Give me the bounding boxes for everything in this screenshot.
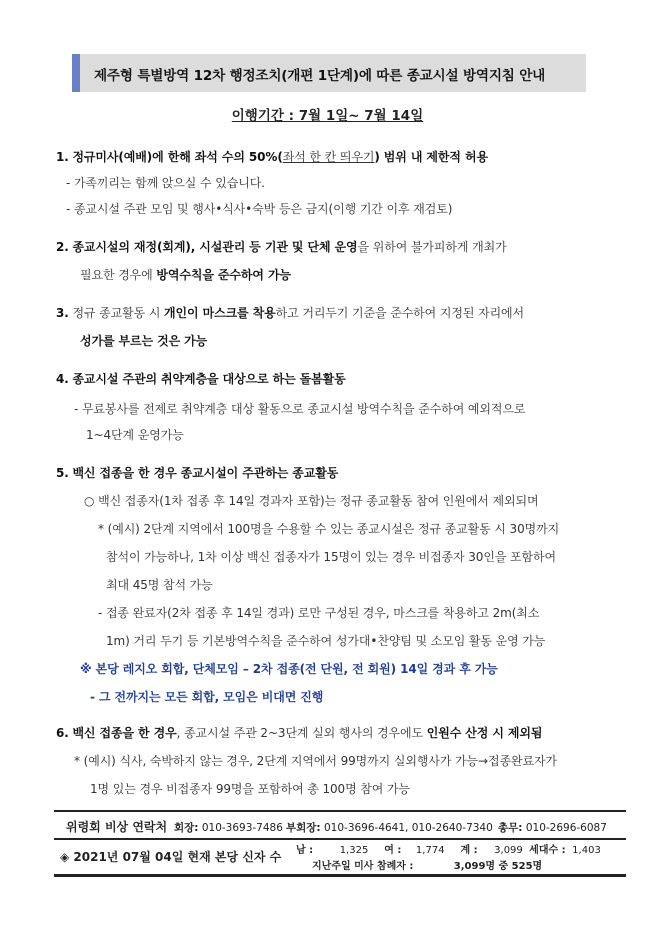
section-2-bold-a: 종교시설의 재정(회계), 시설관리 등 기관 및 단체 운영 [72,240,358,254]
vice-label: 부회장: [286,822,321,834]
section-6-line-1 [56,724,542,741]
male-count: 1,325 [339,845,369,856]
contact-head [174,820,283,835]
section-6-line-3: 1명 있는 경우 비접종자 99명을 포함하여 총 100명 참여 가능 [90,782,410,796]
secretary-label: 총무: [498,822,523,834]
head-label: 회장: [174,822,199,834]
section-4-number: 4. [56,372,69,386]
section-6-number: 6. [56,726,69,740]
secretary-phone: 010-2696-6087 [525,822,607,834]
households-count: 1,403 [572,845,601,856]
section-3-rest-a: 하고 거리두기 기준을 준수하여 지정된 자리에서 [275,306,525,320]
section-2-bold-b: 방역수칙을 준수하여 가능 [156,268,291,282]
households-label: 세대수 : [529,845,566,856]
section-1-line-1: - 가족끼리는 함께 앉으실 수 있습니다. [66,176,265,190]
female-count: 1,774 [415,845,445,856]
section-4-heading [56,370,346,387]
title-accent-bar [72,54,80,92]
section-5-heading [56,464,338,481]
section-5-line-1: ○ 백신 접종자(1차 접종 후 14일 경과자 포함)는 정규 종교활동 참여 인원에서 제외되며 [84,494,539,508]
contact-label: 위령회 비상 연락처 [66,820,168,834]
section-1-heading [56,148,488,165]
section-2-number: 2. [56,240,69,254]
section-3-bold-a: 개인이 마스크를 착용 [164,306,276,320]
period-line [0,104,655,124]
section-5-line-4: 최대 45명 참석 가능 [106,578,213,592]
member-counts [296,841,601,856]
section-6-bold-a: 백신 접종을 한 경우 [72,726,177,740]
total-label: 계 : [460,845,478,856]
section-3-line-2: 성가를 부르는 것은 가능 [80,334,208,348]
section-6-rest: , 종교시설 주관 2~3단계 실외 행사의 경우에도 [176,726,427,740]
section-2-line-1 [56,238,507,255]
section-3-pre: 정규 종교활동 시 [72,306,165,320]
section-5-line-6: 1m) 거리 두기 등 기본방역수칙을 준수하여 성가대•찬양팀 및 소모임 활동 운영 가능 [106,634,546,648]
members-label: ◈ 2021년 07월 04일 현재 본당 신자 수 [60,850,282,864]
section-6-bold-b: 인원수 산정 시 제외됨 [426,726,543,740]
section-6-line-2: * (예시) 식사, 숙박하지 않는 경우, 2단계 지역에서 99명까지 실외행사가 가능→접종완료자가 [74,754,557,768]
section-5-bold: 백신 접종을 한 경우 종교시설이 주관하는 종교활동 [72,466,339,480]
section-1-bold-a: 정규미사(예배)에 한해 좌석 수의 50%( [72,150,283,164]
contact-secretary [498,820,607,835]
section-4-bold: 종교시설 주관의 취약계층을 대상으로 하는 돌봄활동 [72,372,346,386]
section-3-number: 3. [56,306,69,320]
section-5-note-1: ※ 본당 레지오 회합, 단체모임 – 2차 접종(전 단원, 전 회원) 14일 경과 후 가능 [80,662,498,676]
document-title: 제주형 특별방역 12차 행정조치(개편 1단계)에 따른 종교시설 방역지침 안내 [94,68,546,84]
female-label: 여 : [384,845,402,856]
period-text: 이행기간 : 7월 1일~ 7월 14일 [231,108,424,124]
section-1-line-2: - 종교시설 주관 모임 및 행사•식사•숙박 등은 금지(이행 기간 이후 재검토) [66,202,453,216]
mass-value: 3,099명 중 525명 [453,861,543,872]
male-label: 남 : [296,845,314,856]
head-phone: 010-3693-7486 [201,822,283,834]
section-1-underlined: 좌석 한 칸 띄우기 [282,150,375,164]
contact-row [66,818,167,835]
section-1-bold-b: ) 범위 내 제한적 허용 [374,150,488,164]
title-banner [72,54,586,92]
mass-label: 지난주일 미사 참례자 : [312,861,414,872]
section-5-note-2: - 그 전까지는 모든 회합, 모임은 비대면 진행 [90,690,324,704]
total-count: 3,099 [494,845,523,856]
section-4-line-2: 1~4단계 운영가능 [86,428,184,442]
section-4-line-1: - 무료봉사를 전제로 취약계층 대상 활동으로 종교시설 방역수칙을 준수하여 예외적으로 [74,402,526,416]
members-row [60,848,281,865]
section-2-rest-a: 을 위하여 불가피하게 개최가 [357,240,507,254]
footer-rule-top [54,810,626,812]
mass-attendance [312,857,542,872]
vice-phone: 010-3696-4641, 010-2640-7340 [323,822,493,834]
contact-vice [286,820,493,835]
footer-rule-bottom [54,874,626,877]
section-3-line-1 [56,304,524,321]
section-5-line-3: 참석이 가능하나, 1차 이상 백신 접종자가 15명이 있는 경우 비접종자 30인을 포함하여 [106,550,556,564]
section-5-number: 5. [56,466,69,480]
section-2-line-2 [80,266,291,283]
section-5-line-2: * (예시) 2단계 지역에서 100명을 수용할 수 있는 종교시설은 정규 종교활동 시 30명까지 [98,522,560,536]
section-2-rest-b: 필요한 경우에 [80,268,157,282]
section-5-line-5: - 접종 완료자(2차 접종 후 14일 경과) 로만 구성된 경우, 마스크를 착용하고 2m(최소 [98,606,540,620]
section-1-number: 1. [56,150,69,164]
footer-rule-middle [54,838,626,840]
